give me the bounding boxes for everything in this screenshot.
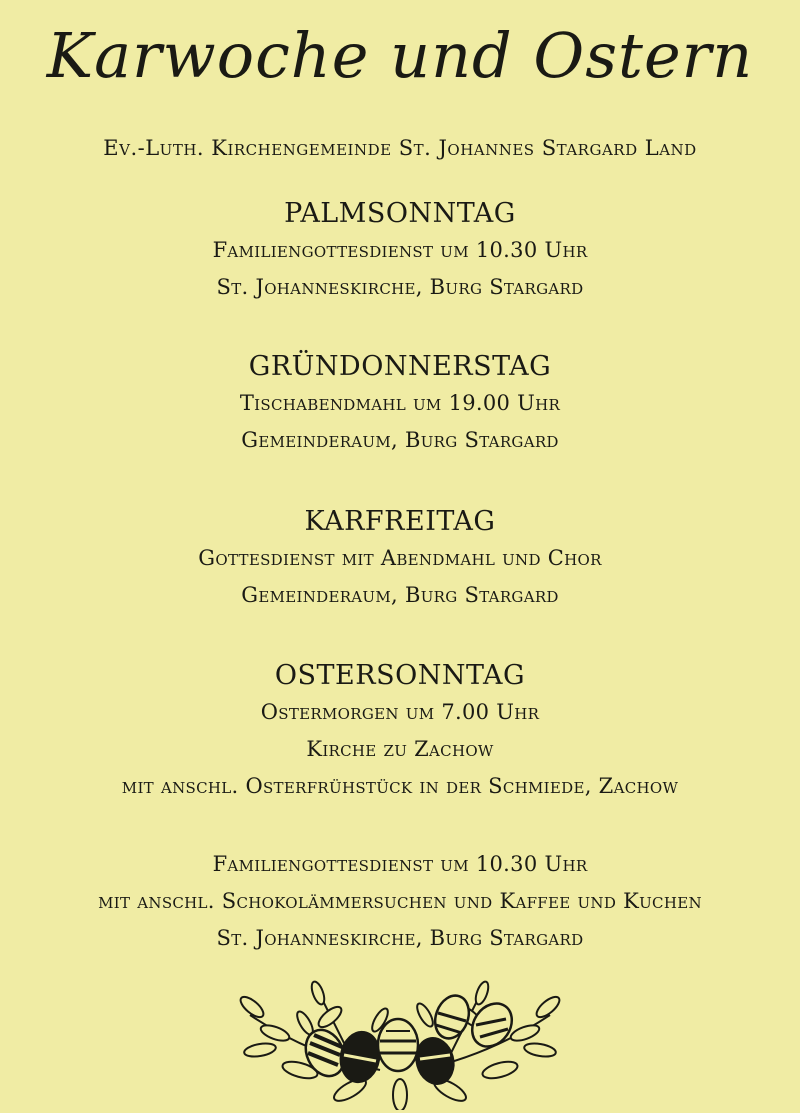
page-title: Karwoche und Ostern <box>46 19 754 92</box>
service-location: St. Johanneskirche, Burg Stargard <box>216 926 584 950</box>
section-ostersonntag <box>0 658 800 805</box>
section-familiengottesdienst <box>0 846 800 957</box>
service-time: Familiengottesdienst um 10.30 Uhr <box>212 238 588 262</box>
service-note: mit anschl. Schokolämmersuchen und Kaffee und Kuchen <box>98 889 702 913</box>
parish-name: Ev.-Luth. Kirchengemeinde St. Johannes Stargard Land <box>103 136 697 160</box>
section-palmsonntag <box>0 196 800 306</box>
service-location: Gemeinderaum, Burg Stargard <box>241 428 559 452</box>
section-heading: PALMSONNTAG <box>284 198 516 229</box>
section-heading: GRÜNDONNERSTAG <box>248 351 552 382</box>
section-gruendonnerstag <box>0 349 800 459</box>
service-description: Gottesdienst mit Abendmahl und Chor <box>198 546 602 570</box>
section-karfreitag <box>0 504 800 614</box>
service-note: mit anschl. Osterfrühstück in der Schmiede, Zachow <box>121 774 679 798</box>
service-location: Kirche zu Zachow <box>306 737 494 761</box>
service-location: St. Johanneskirche, Burg Stargard <box>216 275 584 299</box>
service-time: Familiengottesdienst um 10.30 Uhr <box>212 852 588 876</box>
service-time: Ostermorgen um 7.00 Uhr <box>260 700 540 724</box>
section-heading: KARFREITAG <box>304 506 496 537</box>
service-time: Tischabendmahl um 19.00 Uhr <box>239 391 561 415</box>
easter-eggs-wreath-icon <box>230 975 570 1110</box>
service-location: Gemeinderaum, Burg Stargard <box>241 583 559 607</box>
section-heading: OSTERSONNTAG <box>274 660 526 691</box>
